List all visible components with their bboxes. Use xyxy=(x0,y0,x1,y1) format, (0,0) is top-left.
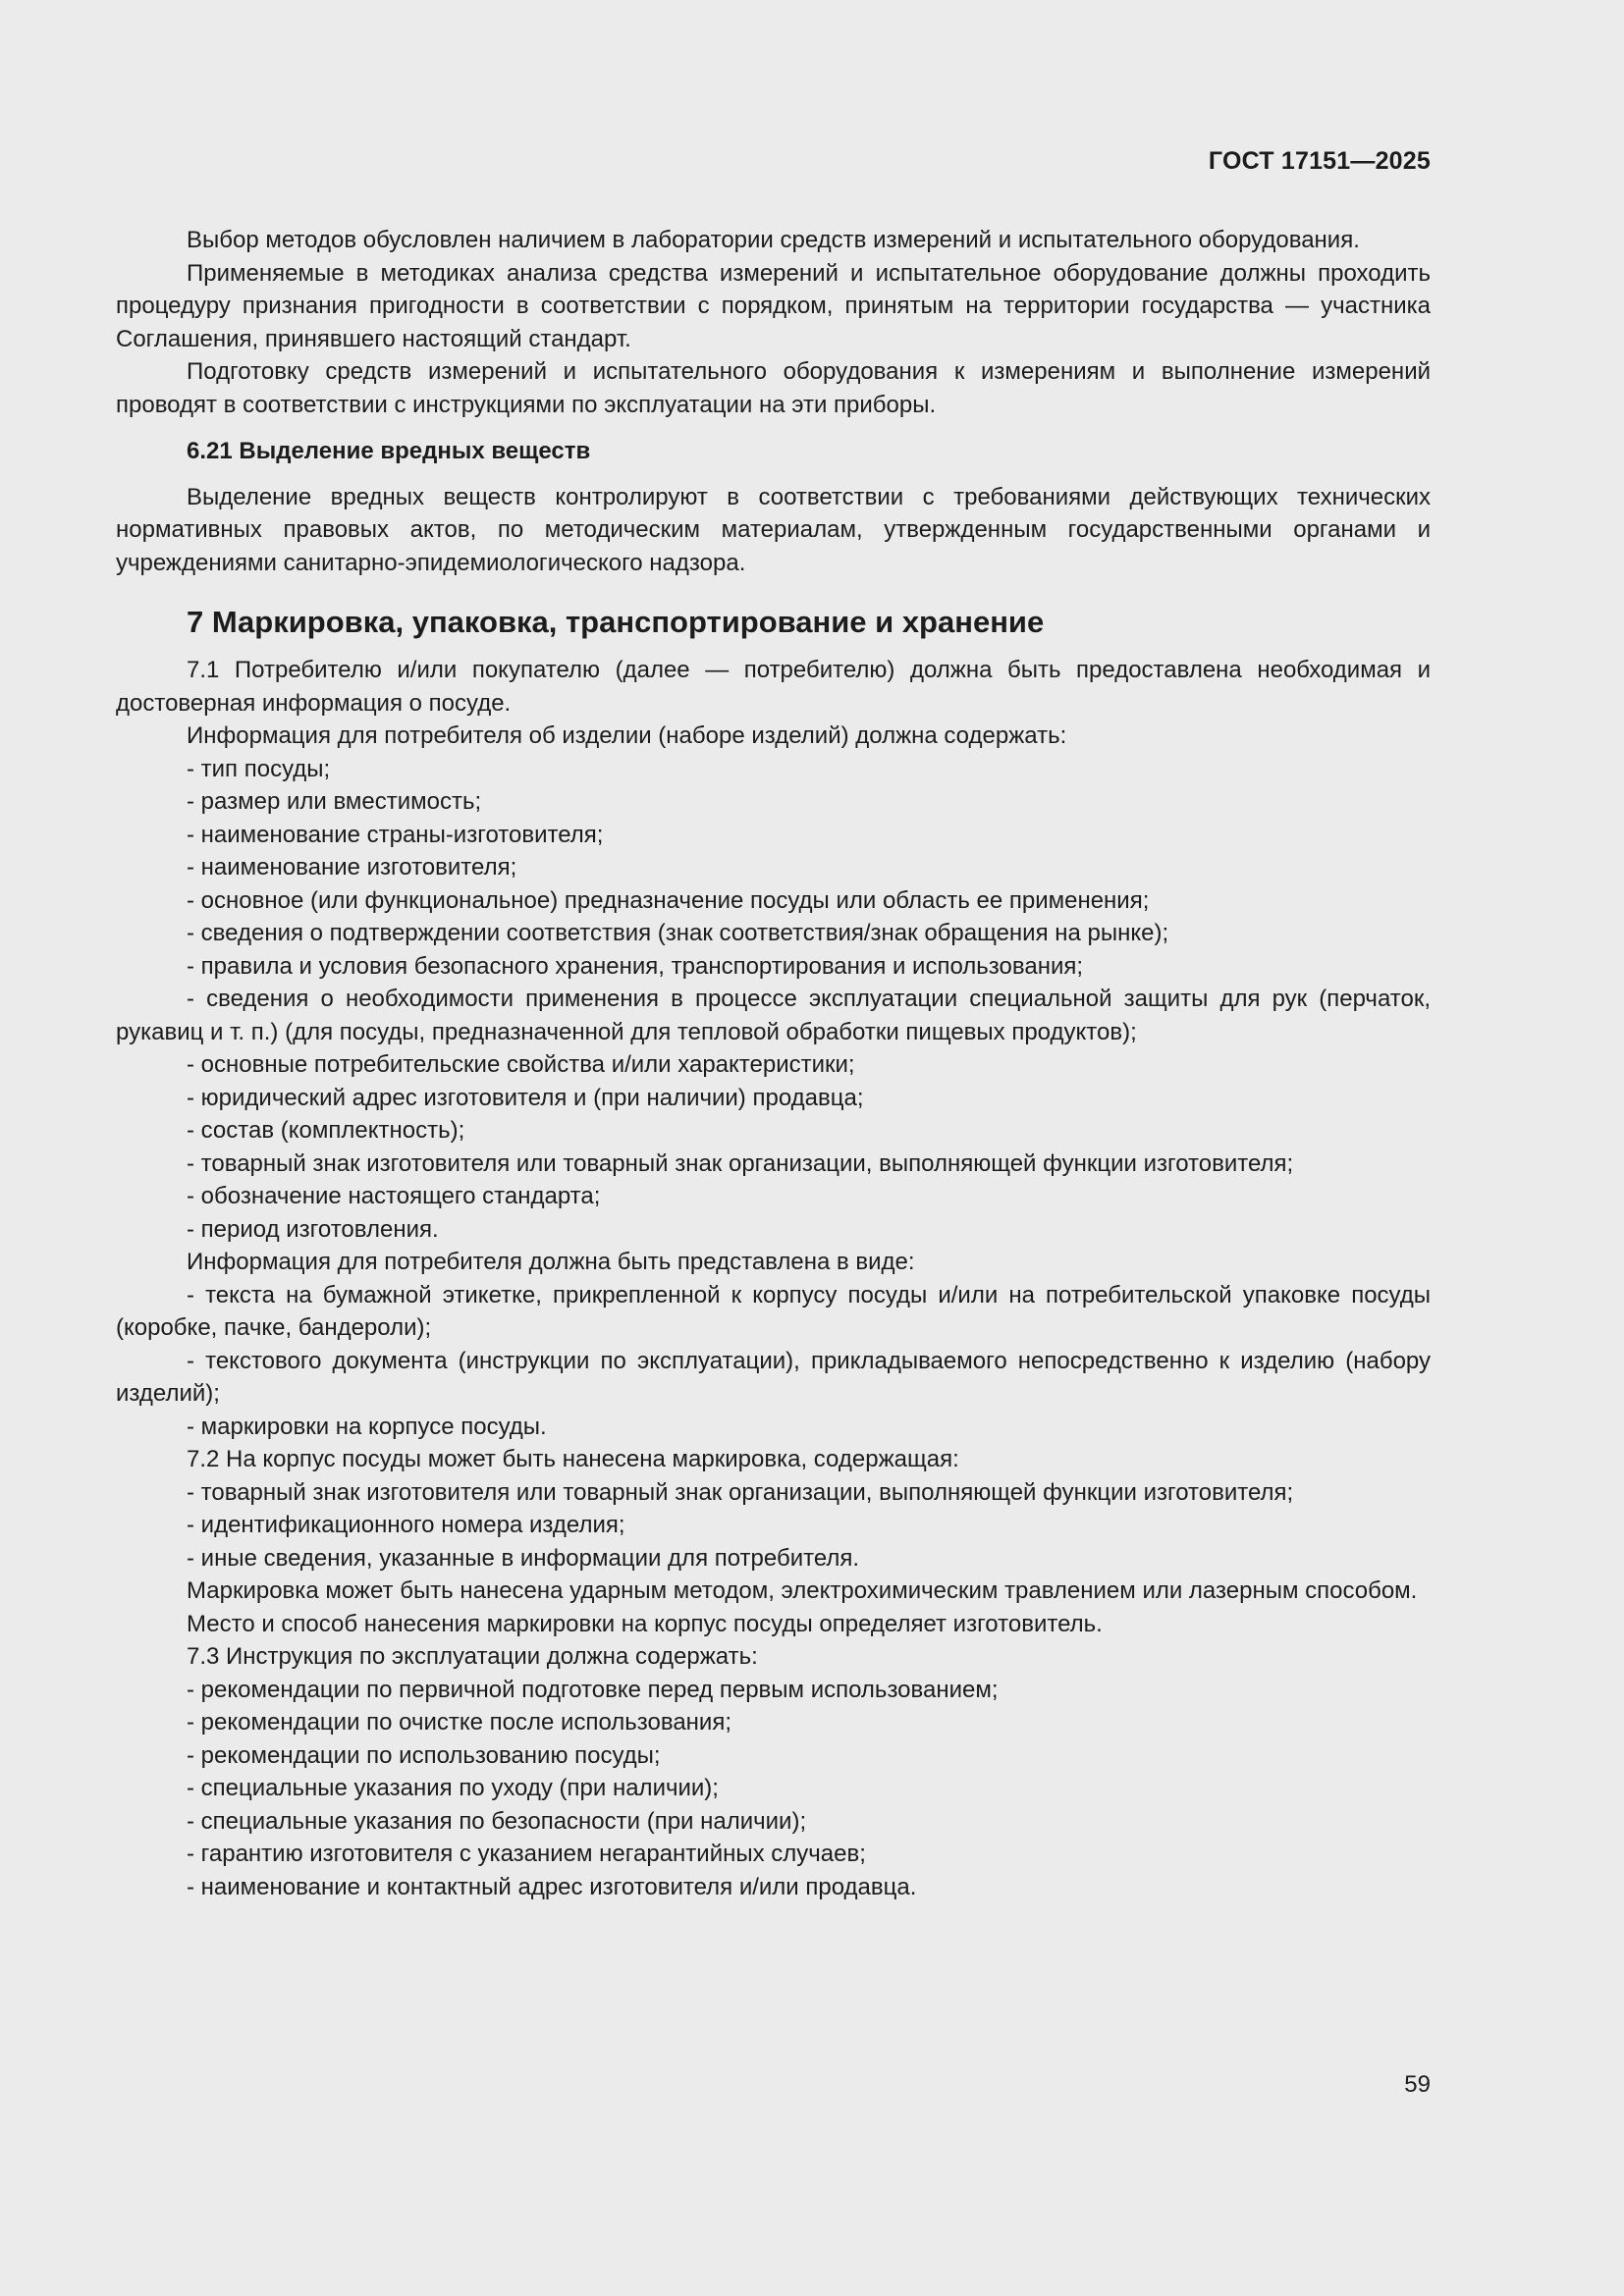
section-heading: 7 Маркировка, упаковка, транспортирование и хранение xyxy=(187,605,1045,639)
list-item: - специальные указания по уходу (при наличии); xyxy=(187,1775,719,1801)
paragraph: 7.2 На корпус посуды может быть нанесена маркировка, содержащая: xyxy=(187,1446,959,1472)
list-item: - сведения о подтверждении соответствия (знак соответствия/знак обращения на рынке); xyxy=(187,920,1169,946)
list-item: - текста на бумажной этикетке, прикрепленной к корпусу посуды и/или на потребительской упаковке посуды (коробке, пачке, бандероли); xyxy=(116,1281,1431,1341)
list-item: - маркировки на корпусе посуды. xyxy=(187,1413,547,1440)
paragraph: Подготовку средств измерений и испытательного оборудования к измерениям и выполнение измерений проводят в соответствии с инструкциями по эксплуатации на эти приборы. xyxy=(116,358,1431,418)
list-item: - иные сведения, указанные в информации для потребителя. xyxy=(187,1544,860,1572)
list-item: - обозначение настоящего стандарта; xyxy=(187,1183,601,1209)
paragraph: Применяемые в методиках анализа средства измерений и испытательное оборудование должны проходить процедуру признания пригодности в соответствии с порядком, принятым на территории государства — участника Соглашения, принявшего настоящий стандарт. xyxy=(116,259,1431,352)
document-body xyxy=(116,224,1431,1903)
list-item: - рекомендации по использованию посуды; xyxy=(187,1741,661,1769)
paragraph: Выбор методов обусловлен наличием в лаборатории средств измерений и испытательного оборудования. xyxy=(187,227,1360,253)
standard-designation: ГОСТ 17151—2025 xyxy=(1208,147,1431,175)
page-number: 59 xyxy=(1404,2071,1431,2098)
list-item: - основные потребительские свойства и/или характеристики; xyxy=(187,1051,855,1078)
list-item: - рекомендации по очистке после использования; xyxy=(187,1709,731,1735)
list-item: - текстового документа (инструкции по эксплуатации), прикладываемого непосредственно к изделию (набору изделий); xyxy=(116,1347,1431,1407)
list-item: - наименование изготовителя; xyxy=(187,854,517,881)
paragraph: Информация для потребителя об изделии (наборе изделий) должна содержать: xyxy=(187,722,1067,749)
paragraph: Маркировка может быть нанесена ударным методом, электрохимическим травлением или лазерным способом. xyxy=(187,1577,1418,1604)
list-item: - наименование и контактный адрес изготовителя и/или продавца. xyxy=(187,1873,917,1900)
paragraph: 7.3 Инструкция по эксплуатации должна содержать: xyxy=(187,1643,758,1670)
list-item: - рекомендации по первичной подготовке перед первым использованием; xyxy=(187,1676,999,1703)
list-item: - товарный знак изготовителя или товарный знак организации, выполняющей функции изготовителя; xyxy=(187,1478,1294,1506)
paragraph: Место и способ нанесения маркировки на корпус посуды определяет изготовитель. xyxy=(187,1610,1103,1637)
list-item: - наименование страны-изготовителя; xyxy=(187,821,604,848)
list-item: - размер или вместимость; xyxy=(187,788,482,815)
paragraph: Информация для потребителя должна быть представлена в виде: xyxy=(187,1249,915,1275)
list-item: - специальные указания по безопасности (при наличии); xyxy=(187,1807,807,1835)
subsection-heading: 6.21 Выделение вредных веществ xyxy=(187,438,591,464)
list-item: - сведения о необходимости применения в процессе эксплуатации специальной защиты для рук (перчаток, рукавиц и т. п.) (для посуды, предназначенной для тепловой обработки пищевых продуктов); xyxy=(116,986,1431,1045)
list-item: - идентификационного номера изделия; xyxy=(187,1512,625,1538)
list-item: - правила и условия безопасного хранения, транспортирования и использования; xyxy=(187,952,1084,980)
list-item: - юридический адрес изготовителя и (при наличии) продавца; xyxy=(187,1084,864,1111)
list-item: - период изготовления. xyxy=(187,1215,439,1243)
paragraph: 7.1 Потребителю и/или покупателю (далее — потребителю) должна быть предоставлена необходимая и достоверная информация о посуде. xyxy=(116,657,1431,717)
list-item: - состав (комплектность); xyxy=(187,1117,465,1144)
list-item: - гарантию изготовителя с указанием негарантийных случаев; xyxy=(187,1841,866,1867)
paragraph: Выделение вредных веществ контролируют в соответствии с требованиями действующих технических нормативных правовых актов, по методическим материалам, утвержденным государственными органами и учреждениями санитарно-эпидемиологического надзора. xyxy=(116,483,1431,576)
list-item: - товарный знак изготовителя или товарный знак организации, выполняющей функции изготовителя; xyxy=(187,1149,1294,1177)
list-item: - тип посуды; xyxy=(187,755,331,782)
list-item: - основное (или функциональное) предназначение посуды или область ее применения; xyxy=(187,886,1150,914)
